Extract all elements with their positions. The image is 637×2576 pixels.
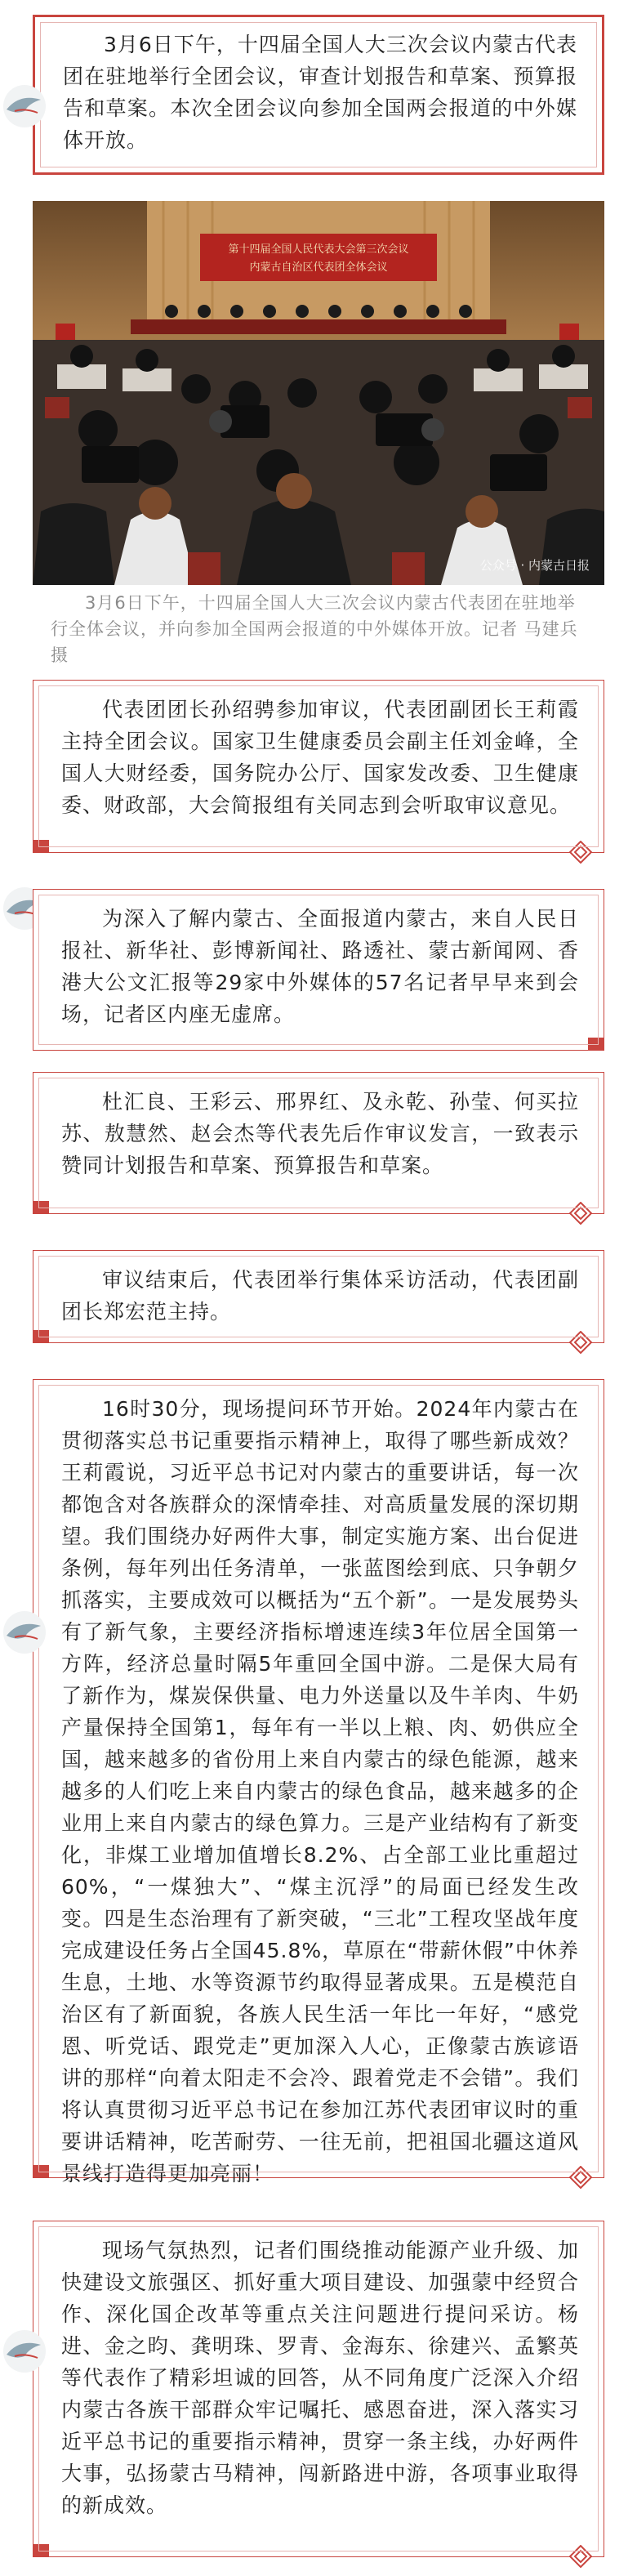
paragraph-3: 为深入了解内蒙古、全面报道内蒙古，来自人民日报社、新华社、彭博新闻社、路透社、蒙古新闻网、香港大公文汇报等29家中外媒体的57名记者早早来到会场，记者区内座无虚席。	[61, 907, 579, 1026]
card-corner-bar	[33, 1330, 49, 1343]
diamond-ornament-icon	[569, 2166, 592, 2189]
card-corner-bar	[33, 2165, 49, 2178]
meeting-photo-image	[33, 201, 604, 585]
bird-decoration-icon	[0, 82, 57, 131]
photo-caption: 3月6日下午，十四届全国人大三次会议内蒙古代表团在驻地举行全体会议，并向参加全国两会报道的中外媒体开放。记者 马建兵 摄	[51, 593, 578, 665]
card-corner-bar	[33, 2544, 49, 2557]
banner-line-2: 内蒙古自治区代表团全体会议	[249, 261, 388, 274]
diamond-ornament-icon	[569, 841, 592, 864]
card-corner-bar	[33, 1201, 49, 1214]
paragraph-card-4	[33, 1072, 604, 1214]
paragraph-6: 16时30分，现场提问环节开始。2024年内蒙古在贯彻落实总书记重要指示精神上，取得了哪些新成效？王莉霞说，习近平总书记对内蒙古的重要讲话，每一次都饱含对各族群众的深情牵挂、对高质量发展的深切期望。我们围绕办好两件大事，制定实施方案、出台促进条例，每年列出任务清单，一张蓝图绘到底、只争朝夕抓落实，主要成效可以概括为“五个新”。一是发展势头有了新气象，主要经济指标增速连续3年位居全国第一方阵，经济总量时隔5年重回全国中游。二是保大局有了新作为，煤炭保供量、电力外送量以及牛羊肉、牛奶产量保持全国第1，每年有一半以上粮、肉、奶供应全国，越来越多的省份用上来自内蒙古的绿色能源，越来越多的人们吃上来自内蒙古的绿色食品，越来越多的企业用上来自内蒙古的绿色算力。三是产业结构有了新变化，非煤工业增加值增长8.2%、占全部工业比重超过60%，“一煤独大”、“煤主沉浮”的局面已经发生改变。四是生态治理有了新突破，“三北”工程攻坚战年度完成建设任务占全国45.8%，草原在“带薪休假”中休养生息，土地、水等资源节约取得显著成果。五是模范自治区有了新面貌，各族人民生活一年比一年好，“感党恩、听党话、跟党走”更加深入人心，正像蒙古族谚语讲的那样“向着太阳走不会冷、跟着党走不会错”。我们将认真贯彻习近平总书记在参加江苏代表团审议时的重要讲话精神，吃苦耐劳、一往无前，把祖国北疆这道风景线打造得更加亮丽！	[61, 1397, 579, 2185]
bird-decoration-icon	[0, 2327, 57, 2376]
card-corner-bar	[33, 840, 49, 853]
paragraph-card-2	[33, 680, 604, 853]
paragraph-card-5	[33, 1250, 604, 1343]
paragraph-card-7	[33, 2221, 604, 2557]
paragraph-card-3	[33, 889, 604, 1051]
diamond-ornament-icon	[569, 1202, 592, 1225]
card-corner-bar	[588, 1038, 604, 1051]
meeting-photo	[33, 201, 604, 585]
diamond-ornament-icon	[569, 1331, 592, 1354]
paragraph-5: 审议结束后，代表团举行集体采访活动，代表团副团长郑宏范主持。	[61, 1268, 579, 1324]
paragraph-2: 代表团团长孙绍骋参加审议，代表团副团长王莉霞主持全团会议。国家卫生健康委员会副主任刘金峰，全国人大财经委，国务院办公厅、国家发改委、卫生健康委、财政部，大会简报组有关同志到会听取审议意见。	[61, 698, 579, 817]
paragraph-4: 杜汇良、王彩云、邢界红、及永乾、孙莹、何买拉苏、敖慧然、赵会杰等代表先后作审议发言，一致表示赞同计划报告和草案、预算报告和草案。	[61, 1090, 579, 1177]
intro-paragraph: 3月6日下午，十四届全国人大三次会议内蒙古代表团在驻地举行全团会议，审查计划报告和草案、预算报告和草案。本次全团会议向参加全国两会报道的中外媒体开放。	[63, 33, 577, 152]
paragraph-7: 现场气氛热烈，记者们围绕推动能源产业升级、加快建设文旅强区、抓好重大项目建设、加强蒙中经贸合作、深化国企改革等重点关注问题进行提问采访。杨进、金之昀、龚明珠、罗青、金海东、徐建兴、孟繁英等代表作了精彩坦诚的回答，从不同角度广泛深入介绍内蒙古各族干部群众牢记嘱托、感恩奋进，深入落实习近平总书记的重要指示精神，贯穿一条主线，办好两件大事，弘扬蒙古马精神，闯新路进中游，各项事业取得的新成效。	[61, 2239, 579, 2517]
bird-decoration-icon	[0, 1608, 57, 1657]
paragraph-card-6	[33, 1379, 604, 2185]
banner-line-1: 第十四届全国人民代表大会第三次会议	[228, 243, 409, 256]
intro-card	[33, 15, 604, 175]
photo-watermark: 公众号 · 内蒙古日报	[479, 558, 590, 573]
diamond-ornament-icon	[569, 2545, 592, 2568]
